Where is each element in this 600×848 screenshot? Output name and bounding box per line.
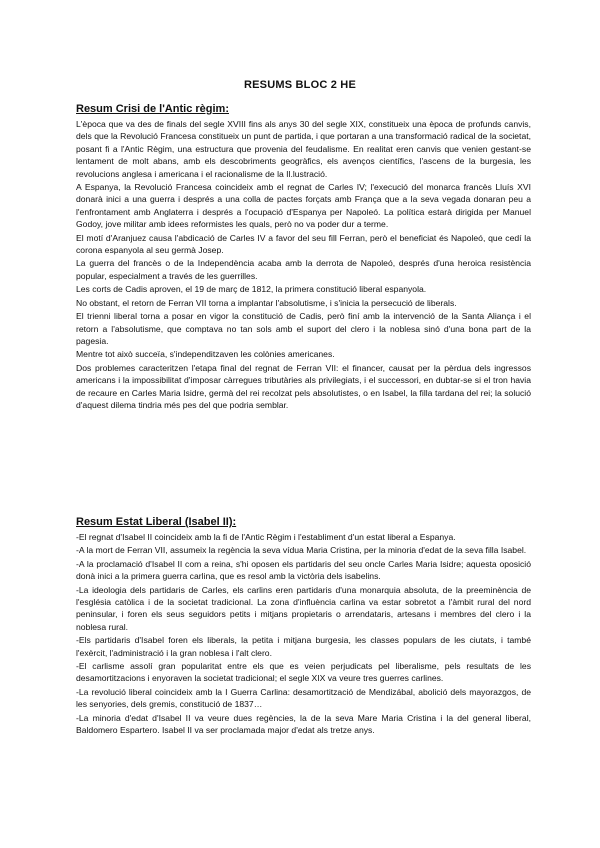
paragraph: Mentre tot això succeïa, s'independitzaven les colònies americanes.: [76, 349, 335, 360]
list-item: -La revolució liberal coincideix amb la I Guerra Carlina: desamortització de Mendizábal, abolició dels mayorazgos, de les senyories, dels gremis, constitució de 1837…: [76, 686, 531, 710]
list-item: -El regnat d'Isabel II coincideix amb la fi de l'Antic Règim i l'establiment d'un estat liberal a Espanya.: [76, 532, 456, 542]
list-item: -El carlisme assolí gran popularitat entre els que es veien perjudicats pel liberalisme, pels resultats de les desamortitzacions i enyoraven la societat tradicional; el segle XIX va veure tres guerres carlines.: [76, 661, 531, 684]
list-item: -La ideologia dels partidaris de Carles, els carlins eren partidaris d'una monarquia absoluta, de la preeminència de l'església catòlica i de la societat tradicional. La zona d'influència carlina va estar sobretot a l'àmbit rural del nord peninsular, i foren els seus seguidors petits i mitjans propietaris o arrendataris, artesans i membres del clero i la noblesa rural.: [76, 584, 531, 632]
section-crisi-antic-regim: [76, 102, 531, 412]
paragraph: El trienni liberal torna a posar en vigor la constitució de Cadis, però finí amb la intervenció de la Santa Aliança i el retorn a l'absolutisme, que comptava no tan sols amb el suport del clero i la noblesa sinó d'una bona part de la pagesia.: [76, 311, 531, 346]
list-item: -La minoria d'edat d'Isabel II va veure dues regències, la de la seva Mare Maria Cristina i la del general liberal, Baldomero Espartero. Isabel II va ser proclamada major d'edat als tretze anys.: [76, 712, 531, 736]
paragraph: Dos problemes caracteritzen l'etapa final del regnat de Ferran VII: el financer, causat per la pèrdua dels ingressos americans i la impossibilitat d'imposar càrregues tributàries als privilegiats, i el successori, en dubtar-se si el tron havia de recaure en Carles Maria Isidre, germà del rei recolzat pels absolutistes, o en Isabel, la filla tardana del rei; la solució d'aquest dilema tindria més pes del que podria semblar.: [76, 362, 531, 410]
section-estat-liberal: [76, 515, 531, 738]
list-item: -A la proclamació d'Isabel II com a reina, s'hi oposen els partidaris del seu oncle Carles Maria Isidre; aquesta oposició donà inici a la primera guerra carlina, que es resol amb la victòria dels isabelins.: [76, 558, 531, 582]
paragraph: A Espanya, la Revolució Francesa coincideix amb el regnat de Carles IV; l'execució del monarca francès Lluís XVI donarà inici a una guerra i després a una colla de pactes forçats amb França que a la seva vegada donaran peu a l'enfrontament amb Anglaterra i després a l'ocupació d'Espanya per Napoleó. La política estarà dirigida per Manuel Godoy, jove militar amb idees reformistes les quals, però no va poder dur a terme.: [76, 182, 531, 230]
paragraph: L'època que va des de finals del segle XVIII fins als anys 30 del segle XIX, constitueix una època de profunds canvis, dels que la Revolució Francesa constitueix un punt de partida, i que portaran a una transformació radical de la societat, posant fi a l'Antic Règim, una estructura que provenia del feudalisme. En realitat eren canvis que venien gestant-se lentament de molt abans, amb els descobriments geogràfics, els avenços científics, l'ascens de la burgesia, les revolucions anglesa i americana i el racionalisme de la Il.lustració.: [76, 119, 531, 179]
section-heading: Resum Crisi de l'Antic règim:: [76, 103, 229, 115]
paragraph: Les corts de Cadis aproven, el 19 de març de 1812, la primera constitució liberal espanyola.: [76, 284, 427, 295]
section-heading: Resum Estat Liberal (Isabel II):: [76, 516, 237, 528]
list-item: -A la mort de Ferran VII, assumeix la regència la seva vídua Maria Cristina, per la minoria d'edat de la seva filla Isabel.: [76, 545, 527, 556]
paragraph: La guerra del francès o de la Independència acaba amb la derrota de Napoleó, després d'una heroica resistència popular, especialment a través de les guerrilles.: [76, 258, 531, 281]
document-title: RESUMS BLOC 2 HE: [244, 79, 356, 91]
list-item: -Els partidaris d'Isabel foren els liberals, la petita i mitjana burgesia, les classes populars de les ciutats, i també l'exèrcit, l'administració i la gran noblesa i l'alt clero.: [76, 635, 531, 658]
paragraph: No obstant, el retorn de Ferran VII torna a implantar l'absolutisme, i s'inicia la persecució de liberals.: [76, 297, 457, 308]
paragraph: El motí d'Aranjuez causa l'abdicació de Carles IV a favor del seu fill Ferran, però el beneficiat és Napoleó, que cedí la corona espanyola al seu germà Josep.: [76, 232, 531, 256]
